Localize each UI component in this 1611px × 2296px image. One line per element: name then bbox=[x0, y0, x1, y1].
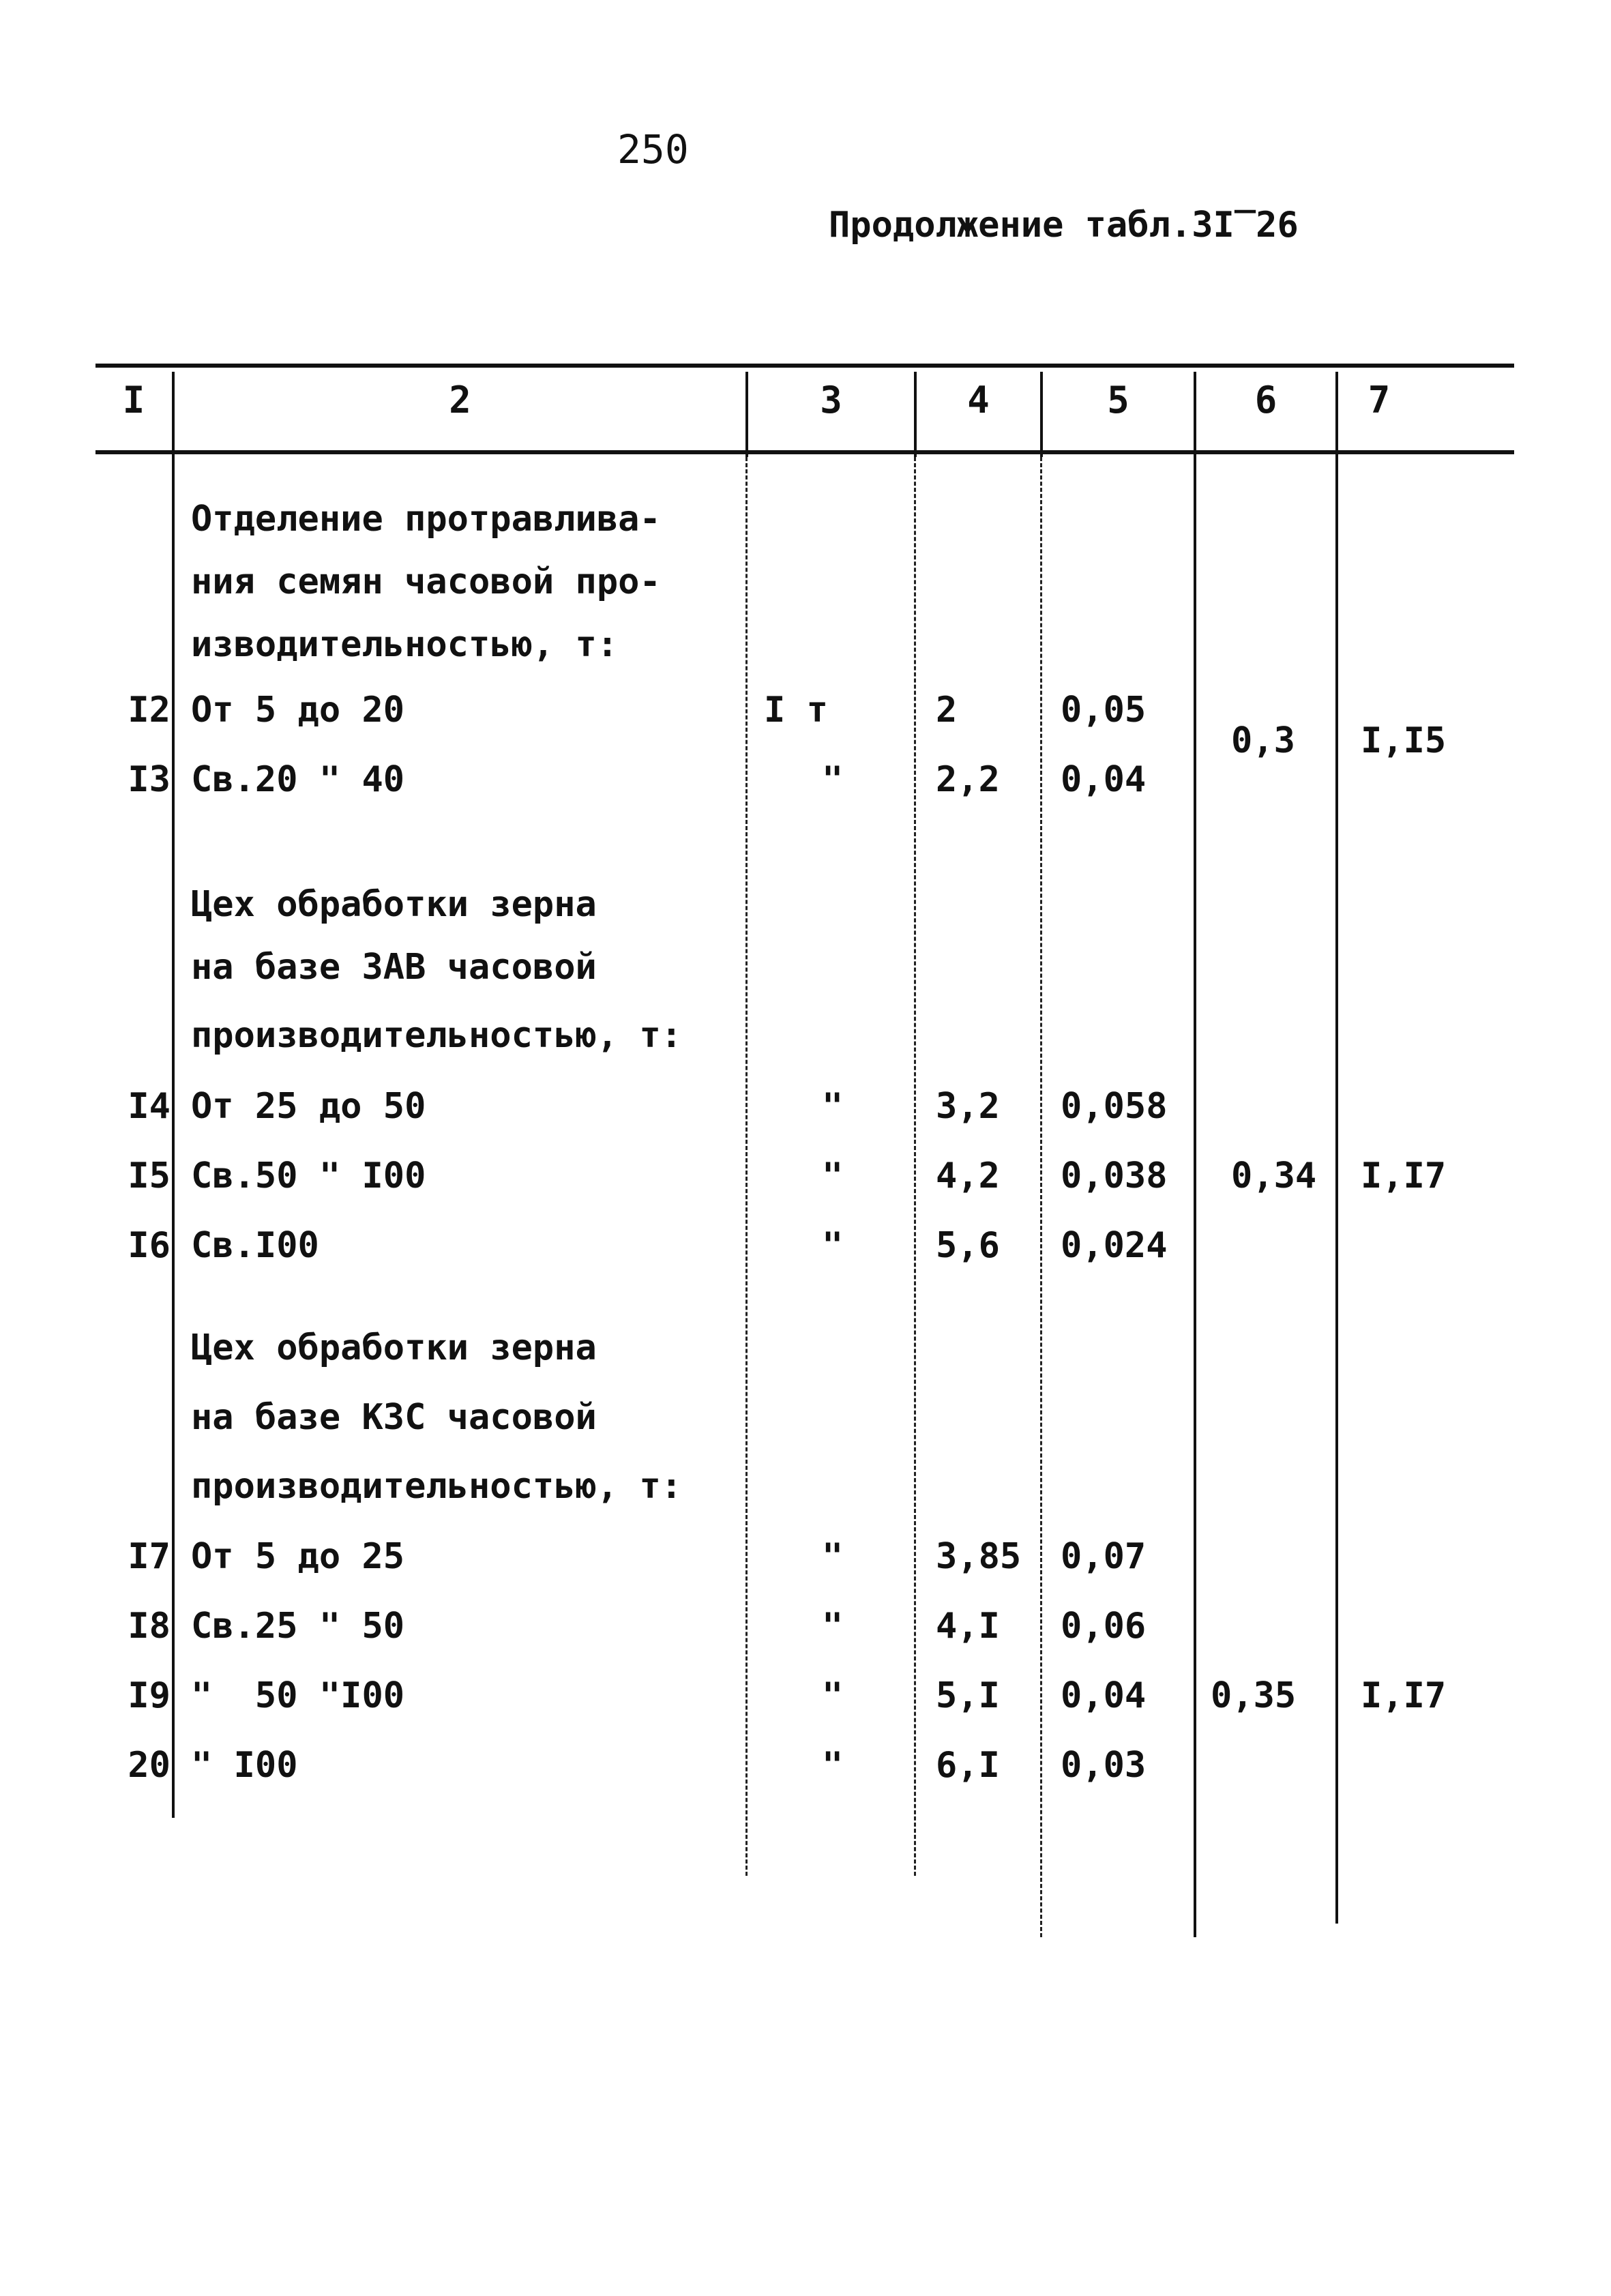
section-heading-line: Цех обработки зерна bbox=[191, 884, 597, 925]
row-unit: " bbox=[822, 1536, 844, 1577]
row-col5: 0,04 bbox=[1061, 759, 1147, 800]
row-unit: " bbox=[822, 1225, 844, 1266]
row-name: " 50 "I00 bbox=[191, 1675, 405, 1716]
column-header-4: 4 bbox=[967, 379, 990, 422]
section-heading-line: производительностью, т: bbox=[191, 1466, 683, 1507]
section-heading-line: на базе КЗС часовой bbox=[191, 1397, 597, 1438]
column-header-6: 6 bbox=[1254, 379, 1277, 422]
row-number: I4 bbox=[128, 1086, 171, 1127]
row-number: I6 bbox=[128, 1225, 171, 1266]
section-col7: I,I5 bbox=[1361, 720, 1447, 761]
page-number: 250 bbox=[617, 126, 689, 173]
row-col4: 5,6 bbox=[936, 1225, 1000, 1266]
column-divider-1 bbox=[172, 372, 175, 1818]
row-unit: " bbox=[822, 1675, 844, 1716]
row-name: Св.20 " 40 bbox=[191, 759, 405, 800]
row-name: Св.I00 bbox=[191, 1225, 319, 1266]
row-col4: 4,2 bbox=[936, 1156, 1000, 1196]
row-unit: " bbox=[822, 1086, 844, 1127]
row-col5: 0,024 bbox=[1061, 1225, 1168, 1266]
column-divider-6 bbox=[1335, 372, 1338, 1924]
row-number: I7 bbox=[128, 1536, 171, 1577]
row-number: 20 bbox=[128, 1745, 171, 1786]
section-col7: I,I7 bbox=[1361, 1156, 1447, 1196]
column-header-2: 2 bbox=[449, 379, 471, 422]
row-name: Св.25 " 50 bbox=[191, 1606, 405, 1647]
row-unit: " bbox=[822, 1745, 844, 1786]
row-name: От 5 до 20 bbox=[191, 690, 405, 731]
section-col7: I,I7 bbox=[1361, 1675, 1447, 1716]
row-col4: 3,85 bbox=[936, 1536, 1022, 1577]
section-heading-line: Цех обработки зерна bbox=[191, 1327, 597, 1368]
row-unit: " bbox=[822, 759, 844, 800]
row-unit: " bbox=[822, 1156, 844, 1196]
row-col4: 4,I bbox=[936, 1606, 1000, 1647]
column-divider-3 bbox=[914, 457, 916, 1876]
table-caption: Продолжение табл.3I‾26 bbox=[829, 205, 1299, 246]
row-col5: 0,04 bbox=[1061, 1675, 1147, 1716]
table-header-rule bbox=[95, 450, 1514, 454]
row-name: От 25 до 50 bbox=[191, 1086, 426, 1127]
row-col4: 2 bbox=[936, 690, 958, 731]
row-col4: 5,I bbox=[936, 1675, 1000, 1716]
row-number: I9 bbox=[128, 1675, 171, 1716]
table-top-rule bbox=[95, 364, 1514, 368]
row-col5: 0,05 bbox=[1061, 690, 1147, 731]
row-col5: 0,03 bbox=[1061, 1745, 1147, 1786]
column-divider-5 bbox=[1194, 372, 1196, 1937]
section-heading-line: изводительностью, т: bbox=[191, 624, 619, 665]
row-name: Св.50 " I00 bbox=[191, 1156, 426, 1196]
section-col6: 0,34 bbox=[1231, 1156, 1317, 1196]
column-header-3: 3 bbox=[820, 379, 842, 422]
row-number: I5 bbox=[128, 1156, 171, 1196]
row-col5: 0,06 bbox=[1061, 1606, 1147, 1647]
column-header-5: 5 bbox=[1107, 379, 1129, 422]
section-col6: 0,3 bbox=[1231, 720, 1295, 761]
row-col5: 0,058 bbox=[1061, 1086, 1168, 1127]
row-col4: 3,2 bbox=[936, 1086, 1000, 1127]
column-header-7: 7 bbox=[1368, 379, 1391, 422]
column-header-1: I bbox=[122, 379, 145, 422]
row-unit: I т bbox=[764, 690, 828, 731]
row-col4: 6,I bbox=[936, 1745, 1000, 1786]
row-number: I8 bbox=[128, 1606, 171, 1647]
row-unit: " bbox=[822, 1606, 844, 1647]
column-divider-4 bbox=[1040, 457, 1042, 1937]
row-number: I2 bbox=[128, 690, 171, 731]
row-col5: 0,07 bbox=[1061, 1536, 1147, 1577]
row-name: От 5 до 25 bbox=[191, 1536, 405, 1577]
row-col4: 2,2 bbox=[936, 759, 1000, 800]
section-heading-line: ния семян часовой про- bbox=[191, 561, 661, 602]
row-col5: 0,038 bbox=[1061, 1156, 1168, 1196]
section-col6: 0,35 bbox=[1211, 1675, 1297, 1716]
row-name: " I00 bbox=[191, 1745, 298, 1786]
row-number: I3 bbox=[128, 759, 171, 800]
section-heading-line: на базе ЗАВ часовой bbox=[191, 947, 597, 988]
section-heading-line: производительностью, т: bbox=[191, 1015, 683, 1056]
column-divider-2 bbox=[745, 457, 748, 1876]
section-heading-line: Отделение протравлива- bbox=[191, 499, 661, 540]
